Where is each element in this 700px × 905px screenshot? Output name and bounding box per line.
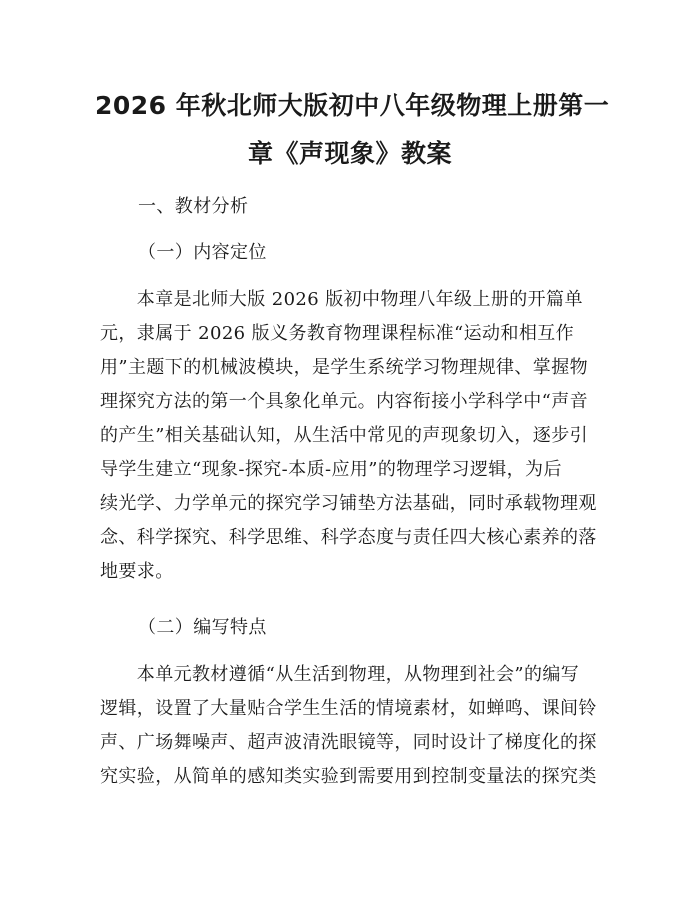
paragraph-2-line: 逻辑，设置了大量贴合学生生活的情境素材，如蝉鸣、课间铃	[100, 698, 597, 719]
subsection-heading-writing-features: （二）编写特点	[138, 617, 267, 638]
subsection-heading-content-positioning: （一）内容定位	[138, 242, 267, 263]
paragraph-1-line: 元，隶属于 2026 版义务教育物理课程标准“运动和相互作	[100, 323, 575, 344]
paragraph-1-line: 的产生”相关基础认知，从生活中常见的声现象切入，逐步引	[100, 425, 588, 446]
document-title-line-2: 章《声现象》教案	[247, 139, 452, 168]
paragraph-2-line: 本单元教材遵循“从生活到物理，从物理到社会”的编写	[100, 664, 580, 685]
paragraph-1-line: 本章是北师大版 2026 版初中物理八年级上册的开篇单	[100, 289, 583, 310]
paragraph-2-line: 究实验，从简单的感知类实验到需要用到控制变量法的探究类	[100, 766, 597, 787]
paragraph-1-line: 用”主题下的机械波模块，是学生系统学习物理规律、掌握物	[100, 357, 588, 378]
paragraph-1-line: 念、科学探究、科学思维、科学态度与责任四大核心素养的落	[100, 527, 597, 548]
document-title-line-1: 2026 年秋北师大版初中八年级物理上册第一	[95, 91, 610, 120]
paragraph-1-line: 理探究方法的第一个具象化单元。内容衔接小学科学中“声音	[100, 391, 588, 412]
paragraph-1-line: 续光学、力学单元的探究学习铺垫方法基础，同时承载物理观	[100, 493, 597, 514]
paragraph-1-line: 导学生建立“现象-探究-本质-应用”的物理学习逻辑，为后	[100, 459, 562, 480]
paragraph-1-line: 地要求。	[100, 561, 174, 582]
paragraph-2-line: 声、广场舞噪声、超声波清洗眼镜等，同时设计了梯度化的探	[100, 732, 597, 753]
section-heading-textbook-analysis: 一、教材分析	[138, 196, 249, 217]
